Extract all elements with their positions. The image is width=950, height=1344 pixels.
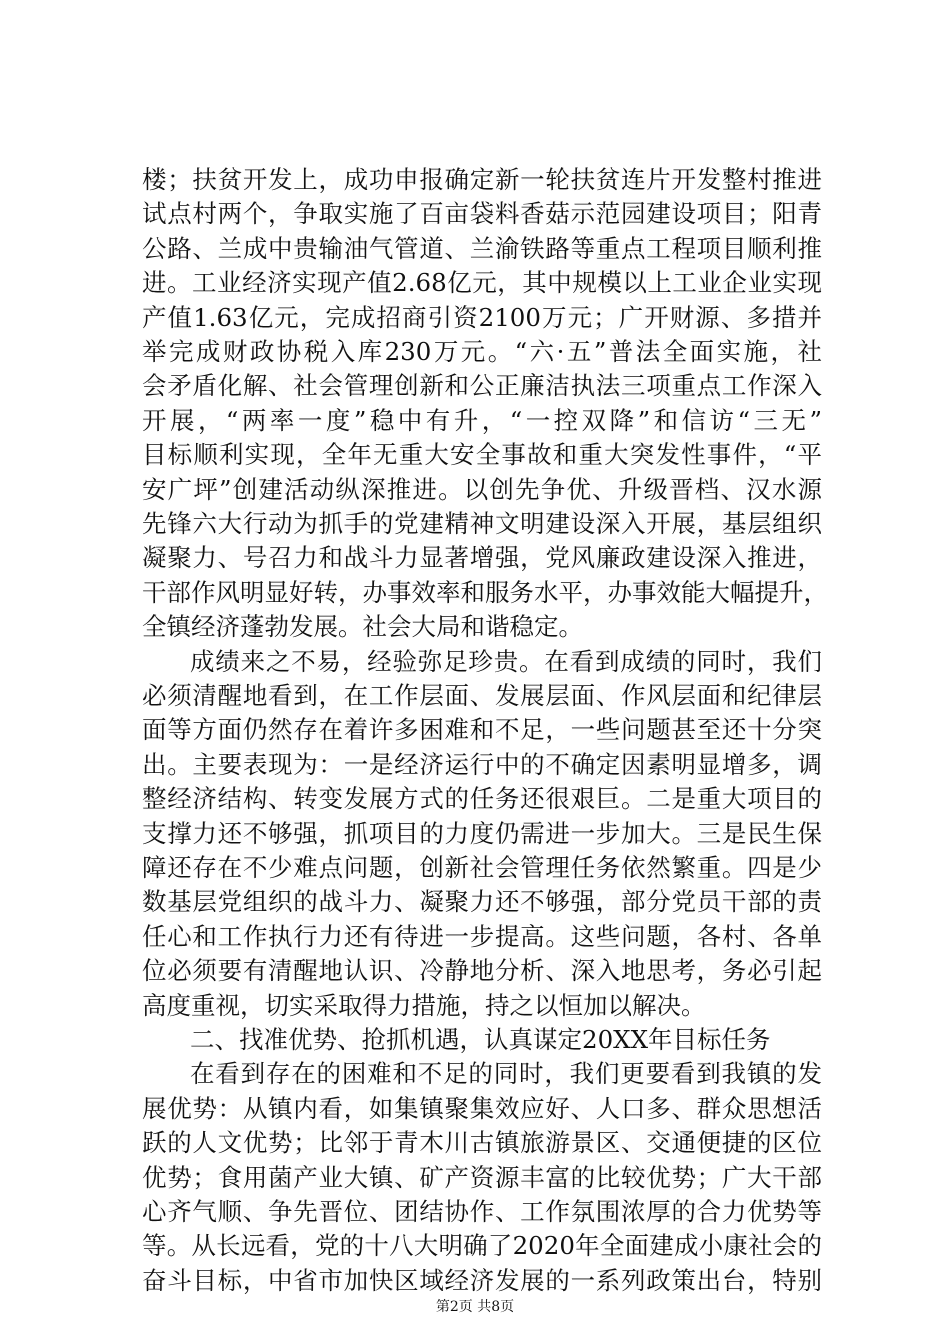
text-line: 干部作风明显好转，办事效率和服务水平，办事效能大幅提升，	[142, 577, 828, 607]
text-line: 必须清醒地看到，在工作层面、发展层面、作风层面和纪律层	[142, 681, 822, 710]
text-line: 二、找准优势、抢抓机遇，认真谋定20XX年目标任务	[190, 1025, 771, 1054]
text-line: 出。主要表现为：一是经济运行中的不确定因素明显增多，调	[142, 749, 822, 779]
text-line: 障还存在不少难点问题，创新社会管理任务依然繁重。四是少	[142, 853, 822, 882]
text-line: 进。工业经济实现产值2.68亿元，其中规模以上工业企业实现	[142, 268, 822, 298]
text-line: 在看到存在的困难和不足的同时，我们更要看到我镇的发	[190, 1059, 822, 1089]
text-line: 举完成财政协税入库230万元。“六·五”普法全面实施，社	[142, 337, 822, 366]
text-line: 试点村两个，争取实施了百亩袋料香菇示范园建设项目；阳青	[142, 199, 822, 229]
text-line: 高度重视，切实采取得力措施，持之以恒加以解决。	[142, 990, 706, 1020]
text-line: 公路、兰成中贵输油气管道、兰渝铁路等重点工程项目顺利推	[142, 233, 822, 263]
text-line: 成绩来之不易，经验弥足珍贵。在看到成绩的同时，我们	[190, 646, 822, 676]
text-line: 展优势：从镇内看，如集镇聚集效应好、人口多、群众思想活	[142, 1093, 822, 1123]
text-line: 支撑力还不够强，抓项目的力度仍需进一步加大。三是民生保	[142, 818, 822, 848]
text-line: 面等方面仍然存在着许多困难和不足，一些问题甚至还十分突	[142, 715, 822, 745]
page-footer: 第2页 共8页	[435, 1299, 515, 1315]
text-line: 整经济结构、转变发展方式的任务还很艰巨。二是重大项目的	[142, 784, 822, 814]
text-line: 产值1.63亿元，完成招商引资2100万元；广开财源、多措并	[142, 302, 822, 332]
text-line: 开展，“两率一度”稳中有升，“一控双降”和信访“三无”	[142, 405, 822, 435]
text-line: 奋斗目标，中省市加快区域经济发展的一系列政策出台，特别	[142, 1265, 822, 1295]
text-line: 跃的人文优势；比邻于青木川古镇旅游景区、交通便捷的区位	[142, 1128, 822, 1158]
text-line: 目标顺利实现，全年无重大安全事故和重大突发性事件，“平	[142, 440, 822, 470]
text-line: 凝聚力、号召力和战斗力显著增强，党风廉政建设深入推进，	[142, 543, 822, 573]
text-line: 安广坪”创建活动纵深推进。以创先争优、升级晋档、汉水源	[142, 474, 822, 504]
text-line: 先锋六大行动为抓手的党建精神文明建设深入开展，基层组织	[142, 509, 822, 538]
text-line: 全镇经济蓬勃发展。社会大局和谐稳定。	[142, 612, 583, 642]
text-line: 优势；食用菌产业大镇、矿产资源丰富的比较优势；广大干部	[142, 1162, 822, 1192]
text-line: 会矛盾化解、社会管理创新和公正廉洁执法三项重点工作深入	[142, 371, 822, 401]
text-line: 数基层党组织的战斗力、凝聚力还不够强，部分党员干部的责	[142, 887, 822, 917]
text-line: 心齐气顺、争先晋位、团结协作、工作氛围浓厚的合力优势等	[142, 1197, 822, 1226]
text-line: 等。从长远看，党的十八大明确了2020年全面建成小康社会的	[142, 1231, 822, 1261]
text-line: 位必须要有清醒地认识、冷静地分析、深入地思考，务必引起	[142, 956, 822, 986]
text-line: 楼；扶贫开发上，成功申报确定新一轮扶贫连片开发整村推进	[142, 165, 822, 194]
text-line: 任心和工作执行力还有待进一步提高。这些问题，各村、各单	[142, 921, 822, 951]
